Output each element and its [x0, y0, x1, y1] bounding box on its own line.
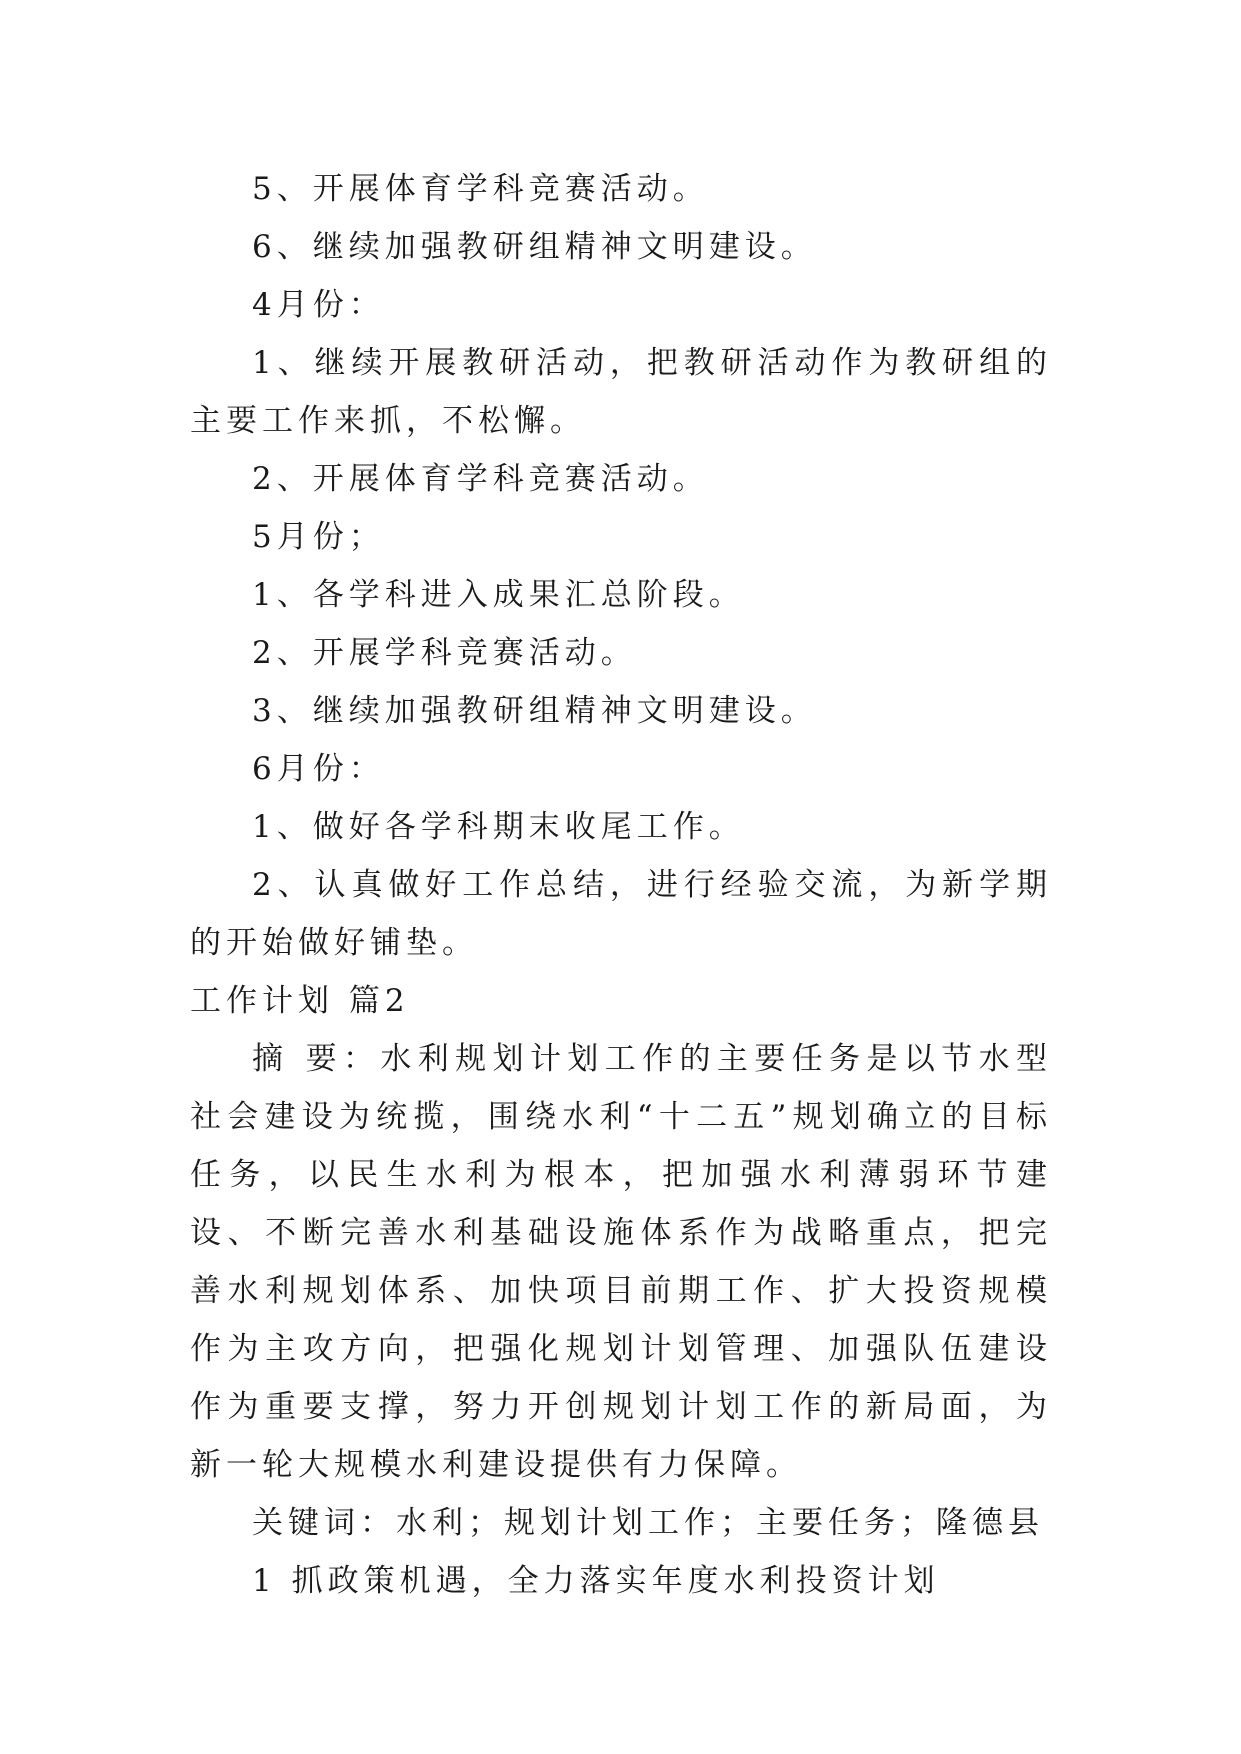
paragraph-june-item-2: 2、认真做好工作总结，进行经验交流，为新学期的开始做好铺垫。 [190, 867, 1052, 961]
keywords-paragraph: 关键词：水利；规划计划工作；主要任务；隆德县 [252, 1505, 1044, 1541]
paragraph-april-item-1: 1、继续开展教研活动，把教研活动作为教研组的主要工作来抓，不松懈。 [190, 345, 1052, 439]
paragraph-june-heading: 6月份： [252, 751, 385, 787]
paragraph-item-5-contest: 5、开展体育学科竞赛活动。 [252, 171, 709, 207]
paragraph-june-item-1: 1、做好各学科期末收尾工作。 [252, 809, 745, 845]
paragraph-april-item-2: 2、开展体育学科竞赛活动。 [252, 461, 709, 497]
section-heading: 工作计划 篇2 [190, 983, 410, 1019]
subheading-paragraph: 1 抓政策机遇，全力落实年度水利投资计划 [252, 1563, 940, 1599]
document-body [190, 160, 1052, 1610]
paragraph-may-heading: 5月份； [252, 519, 385, 555]
paragraph-item-6-civilization: 6、继续加强教研组精神文明建设。 [252, 229, 817, 265]
abstract-paragraph: 摘 要：水利规划计划工作的主要任务是以节水型社会建设为统揽，围绕水利“十二五”规划确立的目标任务，以民生水利为根本，把加强水利薄弱环节建设、不断完善水利基础设施体系作为战略重点，把完善水利规划体系、加快项目前期工作、扩大投资规模作为主攻方向，把强化规划计划管理、加强队伍建设作为重要支撑，努力开创规划计划工作的新局面，为新一轮大规模水利建设提供有力保障。 [190, 1041, 1052, 1483]
paragraph-may-item-2: 2、开展学科竞赛活动。 [252, 635, 637, 671]
paragraph-may-item-1: 1、各学科进入成果汇总阶段。 [252, 577, 745, 613]
paragraph-may-item-3: 3、继续加强教研组精神文明建设。 [252, 693, 817, 729]
paragraph-april-heading: 4月份： [252, 287, 385, 323]
